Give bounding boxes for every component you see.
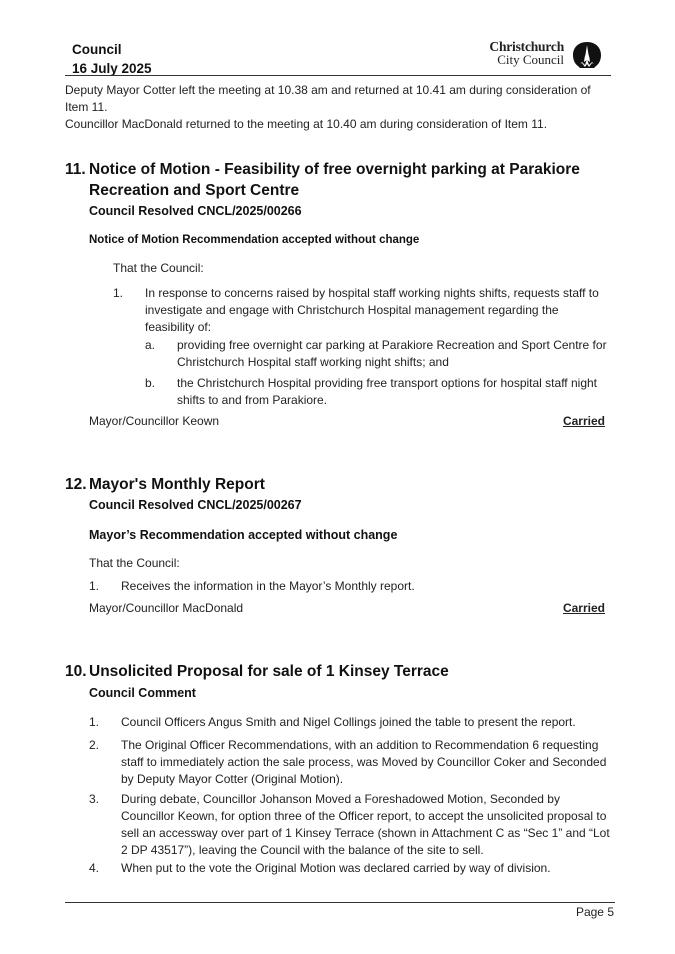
meeting-name: Council xyxy=(72,42,122,57)
list-number: 3. xyxy=(89,792,100,806)
attendance-note: Deputy Mayor Cotter left the meeting at 10.38 am and returned at 10.41 am during consideration of Item 11. xyxy=(65,83,591,114)
attendance-note: Councillor MacDonald returned to the meeting at 10.40 am during consideration of Item 11. xyxy=(65,117,548,131)
list-number: 1. xyxy=(89,579,100,593)
list-item: When put to the vote the Original Motion was declared carried by way of division. xyxy=(121,861,551,875)
resolution-number: Council Resolved CNCL/2025/00267 xyxy=(89,498,302,512)
header-divider xyxy=(65,75,611,76)
sublist-item: providing free overnight car parking at Parakiore Recreation and Sport Centre for Christchurch Hospital staff working night shifts; and xyxy=(177,338,607,369)
item-number: 11. xyxy=(65,161,86,178)
cathedral-spire-icon xyxy=(572,41,602,69)
list-number: 2. xyxy=(89,738,100,752)
list-item: The Original Officer Recommendations, with an addition to Recommendation 6 requesting staff to immediately action the sale process, was Moved by Councillor Coker and Seconded by Deputy Mayor Cotter (Original Motion). xyxy=(121,738,607,786)
item-title: Mayor's Monthly Report xyxy=(89,476,265,493)
list-item: During debate, Councillor Johanson Moved a Foreshadowed Motion, Seconded by Councillor Keown, for option three of the Officer report, to accept the unsolicited proposal to sell an accessway over part of 1 Kinsey Terrace (shown in Attachment C as “Sec 1” and “Lot 2 DP 43517”), leaving the Council with the balance of the site to sell. xyxy=(121,792,610,857)
attendance-notes xyxy=(65,82,611,133)
item-number: 12. xyxy=(65,476,87,493)
resolution-number: Council Resolved CNCL/2025/00266 xyxy=(89,204,302,218)
list-number: 1. xyxy=(89,715,100,729)
sublist-letter: a. xyxy=(145,338,156,352)
list-item: Council Officers Angus Smith and Nigel Collings joined the table to present the report. xyxy=(121,715,576,729)
list-item: In response to concerns raised by hospital staff working nights shifts, requests staff to investigate and engage with Christchurch Hospital management regarding the feasibility of: xyxy=(145,286,599,334)
sublist-item: the Christchurch Hospital providing free transport options for hospital staff night shifts to and from Parakiore. xyxy=(177,376,597,407)
logo-line-2: City Council xyxy=(497,52,564,67)
list-number: 1. xyxy=(113,286,124,300)
resolution-lead: That the Council: xyxy=(89,556,180,570)
meeting-date: 16 July 2025 xyxy=(72,61,152,76)
list-item: Receives the information in the Mayor’s Monthly report. xyxy=(121,579,415,593)
outcome-carried: Carried xyxy=(562,414,605,428)
page-header xyxy=(72,40,152,78)
logo-line-1: Christchurch xyxy=(489,39,564,54)
footer-divider xyxy=(65,902,615,903)
item-number: 10. xyxy=(65,663,87,680)
item-title: Notice of Motion - Feasibility of free overnight parking at Parakiore Recreation and Sport Centre xyxy=(89,161,580,199)
page-number: Page 5 xyxy=(575,905,614,919)
sublist-letter: b. xyxy=(145,376,156,390)
council-logo xyxy=(478,40,602,70)
outcome-carried: Carried xyxy=(562,601,605,615)
item-title: Unsolicited Proposal for sale of 1 Kinsey Terrace xyxy=(89,663,449,680)
resolution-lead: That the Council: xyxy=(113,261,204,275)
list-number: 4. xyxy=(89,861,100,875)
council-comment-heading: Council Comment xyxy=(89,686,196,700)
mover-seconder: Mayor/Councillor Keown xyxy=(89,414,220,428)
mover-seconder: Mayor/Councillor MacDonald xyxy=(89,601,244,615)
recommendation-note: Notice of Motion Recommendation accepted without change xyxy=(89,234,420,246)
recommendation-note: Mayor’s Recommendation accepted without change xyxy=(89,528,398,542)
